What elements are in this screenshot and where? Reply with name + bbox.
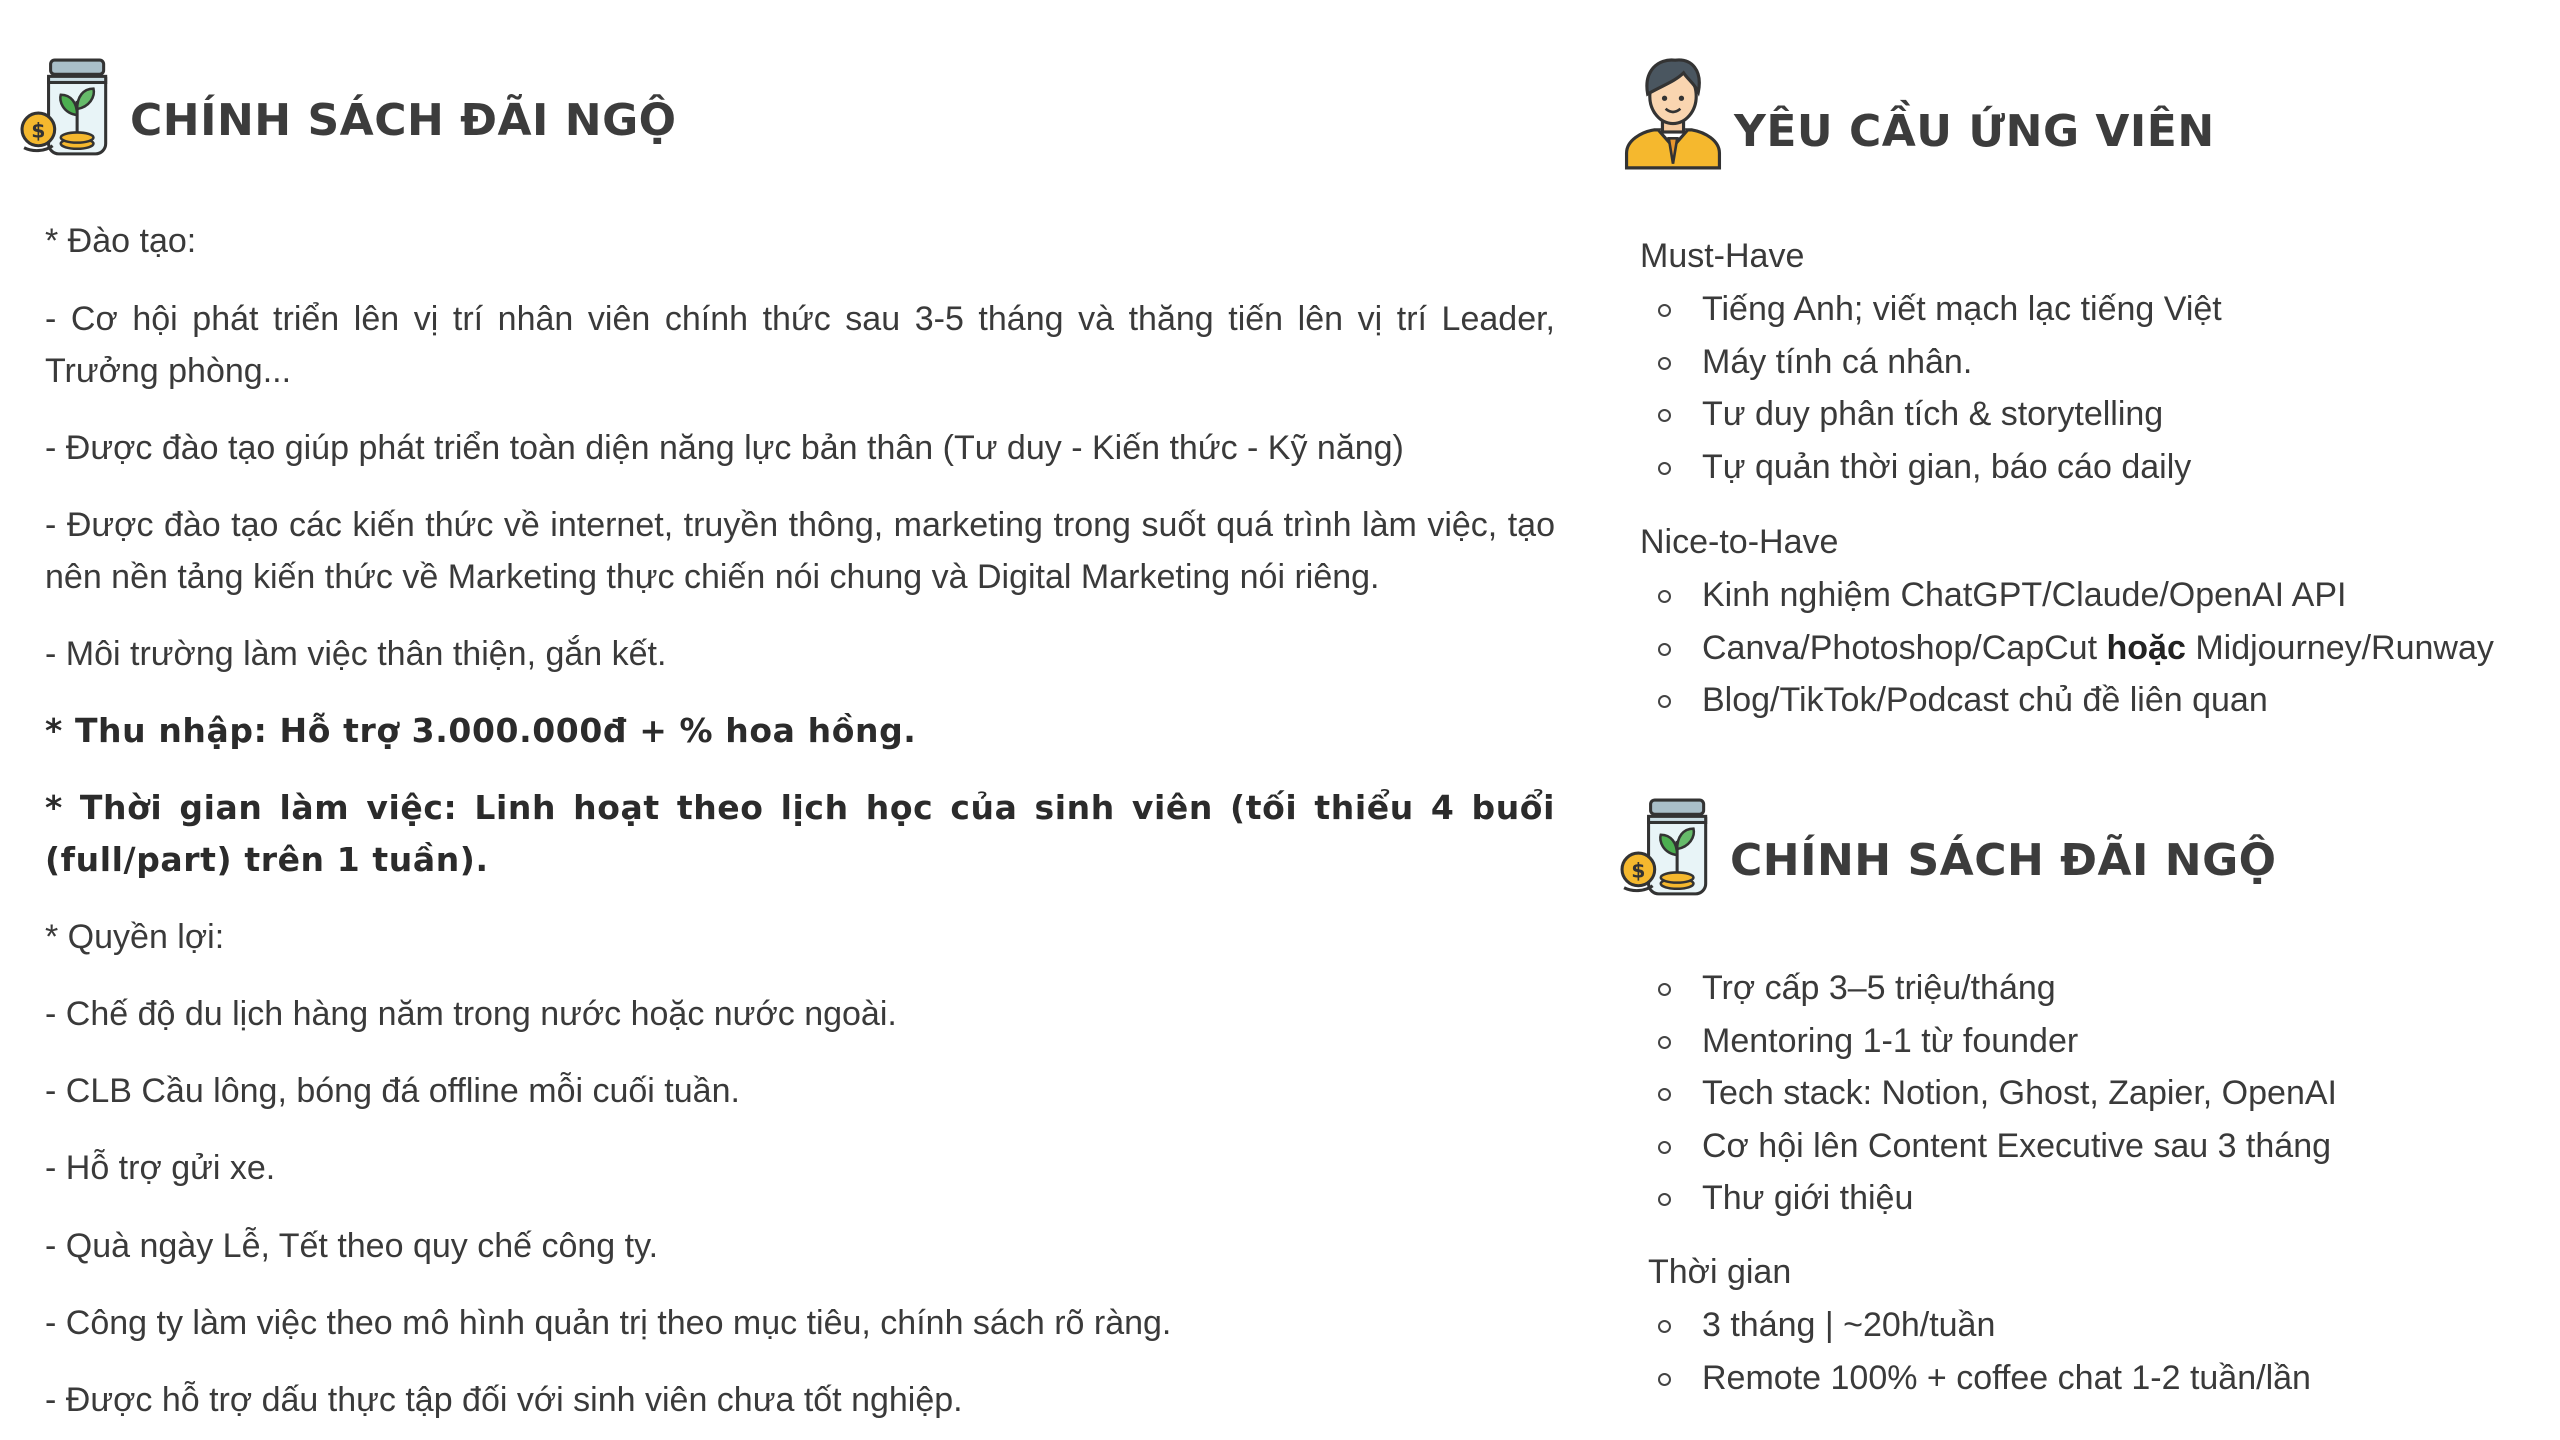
list-item: Tiếng Anh; viết mạch lạc tiếng Việt	[1640, 283, 2222, 336]
money-plant-jar-icon	[1620, 798, 1722, 900]
right-benefits-heading	[1620, 798, 2277, 900]
paragraph-parking: - Hỗ trợ gửi xe.	[45, 1149, 276, 1187]
paragraph-management: - Công ty làm việc theo mô hình quản trị theo mục tiêu, chính sách rõ ràng.	[45, 1304, 1172, 1342]
right-column	[1600, 0, 2560, 1440]
requirements-heading	[1620, 56, 2215, 170]
list-item: Tư duy phân tích & storytelling	[1640, 388, 2222, 441]
or-emphasis: hoặc	[2106, 628, 2186, 667]
money-plant-jar-icon	[20, 58, 122, 160]
paragraph-sports-club: - CLB Cầu lông, bóng đá offline mỗi cuối tuần.	[45, 1072, 740, 1110]
benefits-list	[1640, 962, 2337, 1225]
right-benefits-heading-text: CHÍNH SÁCH ĐÃI NGỘ	[1730, 834, 2277, 886]
list-item: Kinh nghiệm ChatGPT/Claude/OpenAI API	[1640, 569, 2494, 622]
paragraph-development: - Được đào tạo giúp phát triển toàn diện năng lực bản thân (Tư duy - Kiến thức - Kỹ năng)	[45, 429, 1404, 467]
left-heading-text: CHÍNH SÁCH ĐÃI NGỘ	[130, 94, 677, 146]
paragraph-marketing-knowledge: - Được đào tạo các kiến thức về internet, truyền thông, marketing trong suốt quá trình làm việc, tạo nên nền tảng kiến thức về Marketing thực chiến nói chung và Digital Marketing nói riêng.	[45, 506, 1555, 596]
list-item: Tech stack: Notion, Ghost, Zapier, OpenAI	[1640, 1067, 2337, 1120]
list-item: Blog/TikTok/Podcast chủ đề liên quan	[1640, 674, 2494, 727]
paragraph-holiday-gifts: - Quà ngày Lễ, Tết theo quy chế công ty.	[45, 1227, 659, 1265]
list-item: Máy tính cá nhân.	[1640, 336, 2222, 389]
list-item: 3 tháng | ~20h/tuần	[1640, 1299, 2311, 1352]
paragraph-benefits-title: * Quyền lợi:	[45, 918, 225, 956]
paragraph-travel: - Chế độ du lịch hàng năm trong nước hoặc nước ngoài.	[45, 995, 897, 1033]
svg-text:$: $	[1631, 858, 1646, 883]
time-list	[1640, 1299, 2311, 1404]
paragraph-career: - Cơ hội phát triển lên vị trí nhân viên chính thức sau 3-5 tháng và thăng tiến lên vị trí Leader, Trưởng phòng...	[45, 300, 1555, 390]
time-label: Thời gian	[1648, 1253, 1792, 1291]
tools-ai: Midjourney/Runway	[2195, 628, 2494, 667]
list-item: Trợ cấp 3–5 triệu/tháng	[1640, 962, 2337, 1015]
list-item: Cơ hội lên Content Executive sau 3 tháng	[1640, 1120, 2337, 1173]
paragraph-internship-stamp: - Được hỗ trợ dấu thực tập đối với sinh viên chưa tốt nghiệp.	[45, 1381, 963, 1419]
tools-design: Canva/Photoshop/CapCut	[1702, 628, 2098, 667]
paragraph-income: * Thu nhập: Hỗ trợ 3.000.000đ + % hoa hồng.	[45, 711, 917, 750]
nice-to-have-list	[1640, 569, 2494, 727]
list-item	[1640, 622, 2494, 675]
list-item: Tự quản thời gian, báo cáo daily	[1640, 441, 2222, 494]
paragraph-training: * Đào tạo:	[45, 222, 197, 260]
nice-to-have-label: Nice-to-Have	[1640, 523, 1839, 561]
must-have-label: Must-Have	[1640, 237, 1805, 275]
svg-text:$: $	[31, 118, 46, 143]
left-benefits-heading	[20, 58, 677, 160]
paragraph-environment: - Môi trường làm việc thân thiện, gắn kết.	[45, 635, 667, 673]
requirements-heading-text: YÊU CẦU ỨNG VIÊN	[1734, 105, 2215, 157]
list-item: Remote 100% + coffee chat 1-2 tuần/lần	[1640, 1352, 2311, 1405]
must-have-list	[1640, 283, 2222, 493]
list-item: Mentoring 1-1 từ founder	[1640, 1015, 2337, 1068]
list-item: Thư giới thiệu	[1640, 1172, 2337, 1225]
candidate-person-icon	[1620, 56, 1726, 170]
paragraph-working-time: * Thời gian làm việc: Linh hoạt theo lịch học của sinh viên (tối thiểu 4 buổi (full/part) trên 1 tuần).	[45, 788, 1555, 879]
